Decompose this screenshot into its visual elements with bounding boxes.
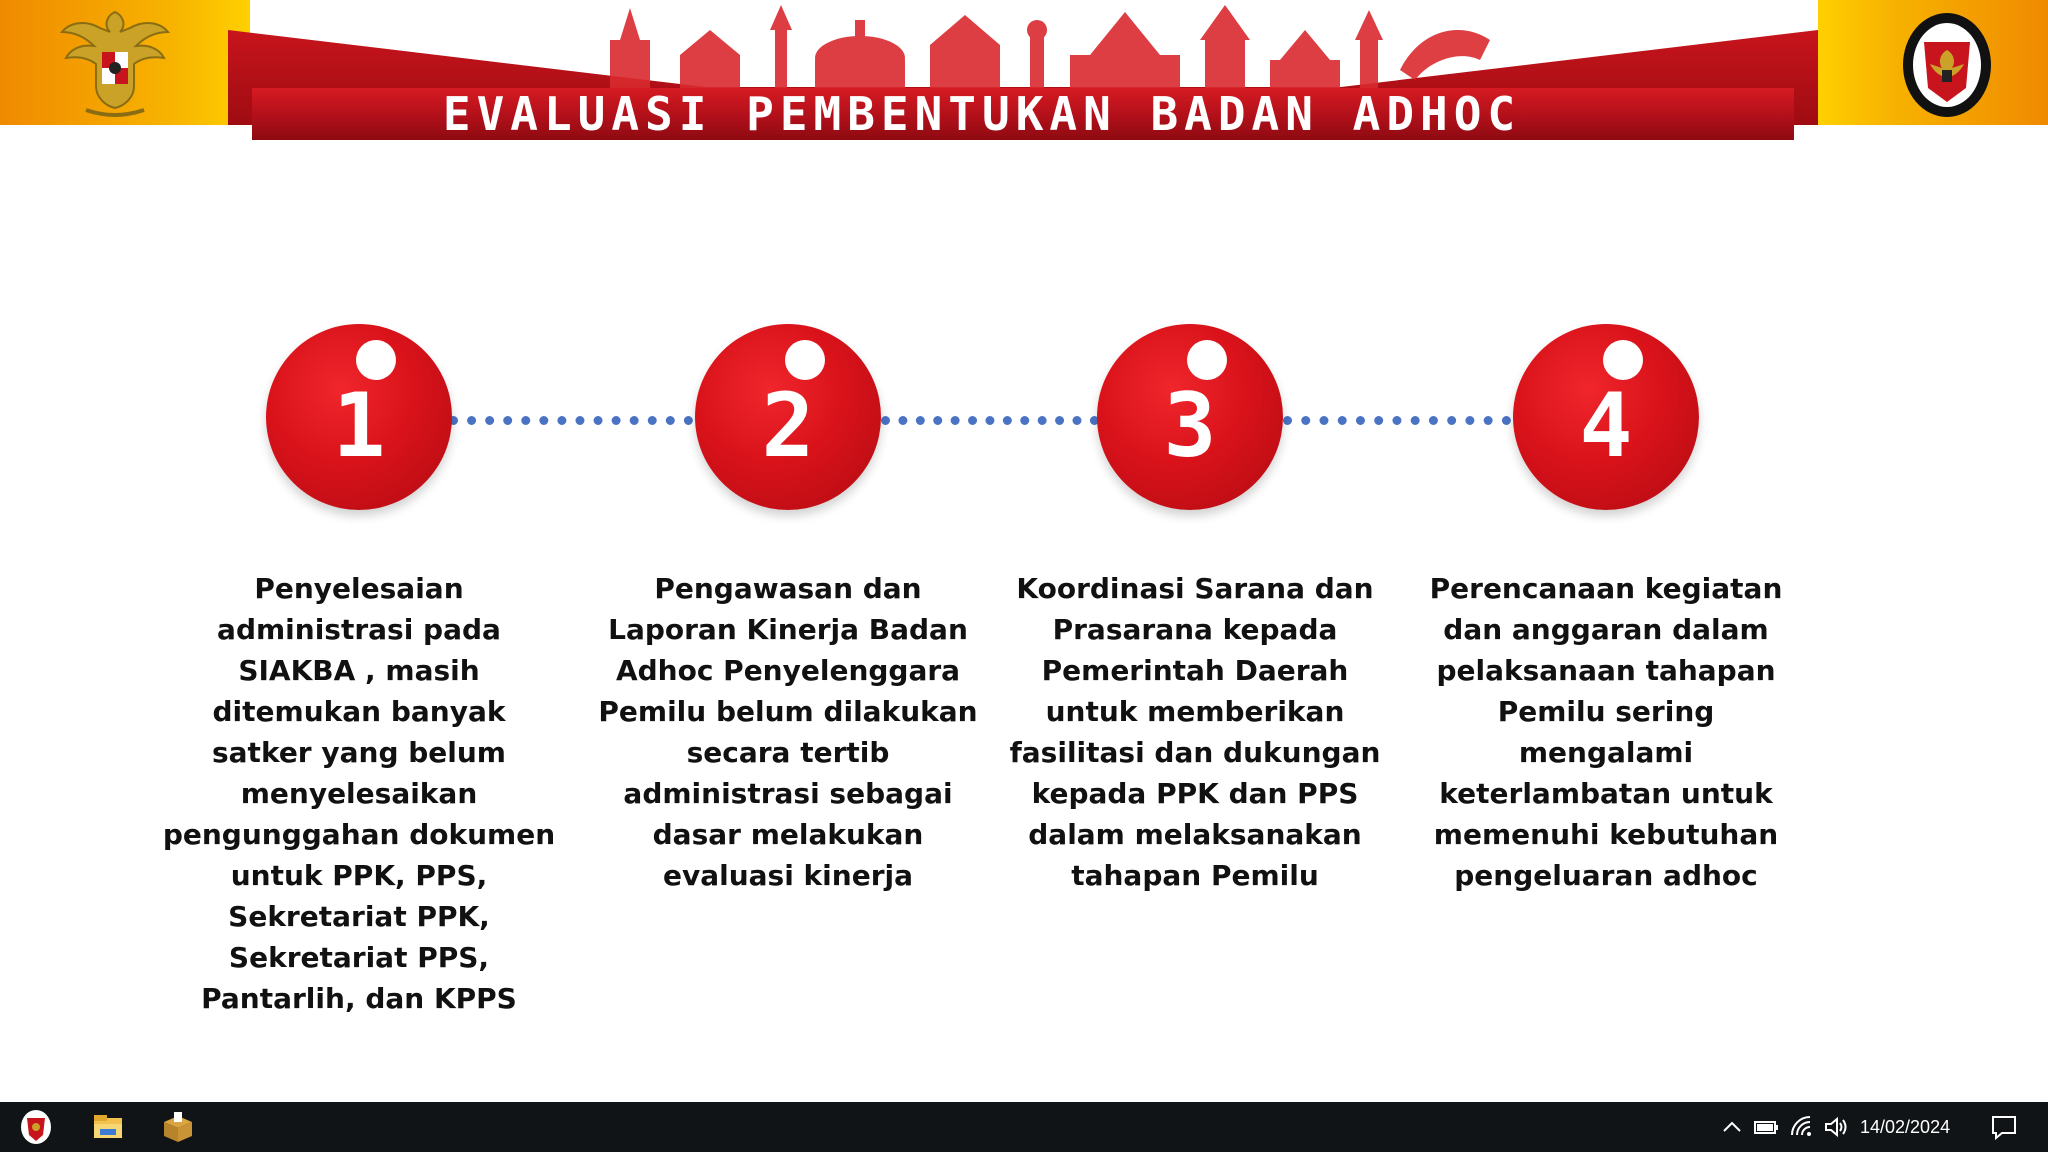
slide-title: EVALUASI PEMBENTUKAN BADAN ADHOC	[442, 87, 1522, 141]
timeline-connector	[449, 416, 693, 425]
volume-icon[interactable]	[1822, 1113, 1850, 1141]
chevron-up-icon[interactable]	[1718, 1113, 1746, 1141]
system-tray	[1718, 1102, 2048, 1152]
step-number: 3	[1163, 374, 1217, 477]
battery-icon[interactable]	[1752, 1113, 1780, 1141]
step-text-1: Penyelesaian administrasi pada SIAKBA , masih ditemukan banyak satker yang belum menyelesaikan pengunggahan dokumen untuk PPK, PPS, Sekretariat PPK, Sekretariat PPS, Pantarlih, dan KPPS	[162, 572, 556, 1015]
timeline-connector	[881, 416, 1099, 425]
step-text-3: Koordinasi Sarana dan Prasarana kepada Pemerintah Daerah untuk memberikan fasilitasi dan dukungan kepada PPK dan PPS dalam melaksanakan tahapan Pemilu	[1009, 572, 1381, 892]
wifi-icon[interactable]	[1788, 1113, 1816, 1141]
step-circle-2	[695, 324, 881, 510]
taskbar	[0, 1102, 2048, 1152]
ballot-box-app-icon[interactable]	[158, 1108, 198, 1146]
kpu-app-icon[interactable]	[16, 1108, 56, 1146]
step-circle-1	[266, 324, 452, 510]
timeline-connector	[1283, 416, 1511, 425]
step-number: 4	[1579, 374, 1633, 477]
step-number: 1	[332, 374, 386, 477]
slide-header	[0, 0, 2048, 140]
taskbar-date[interactable]: 14/02/2024	[1860, 1117, 1951, 1137]
notification-icon[interactable]	[1990, 1113, 2018, 1141]
step-text-2: Pengawasan dan Laporan Kinerja Badan Adhoc Penyelenggara Pemilu belum dilakukan secara tertib administrasi sebagai dasar melakukan evaluasi kinerja	[598, 572, 978, 892]
kpu-logo-icon	[1900, 10, 1994, 120]
file-explorer-icon[interactable]	[88, 1108, 128, 1146]
step-text-4: Perencanaan kegiatan dan anggaran dalam pelaksanaan tahapan Pemilu sering mengalami keterlambatan untuk memenuhi kebutuhan pengeluaran adhoc	[1429, 572, 1783, 892]
landmark-skyline-icon	[600, 0, 1500, 95]
step-circle-3	[1097, 324, 1283, 510]
step-circle-4	[1513, 324, 1699, 510]
step-number: 2	[761, 374, 815, 477]
garuda-emblem-icon	[56, 2, 174, 122]
